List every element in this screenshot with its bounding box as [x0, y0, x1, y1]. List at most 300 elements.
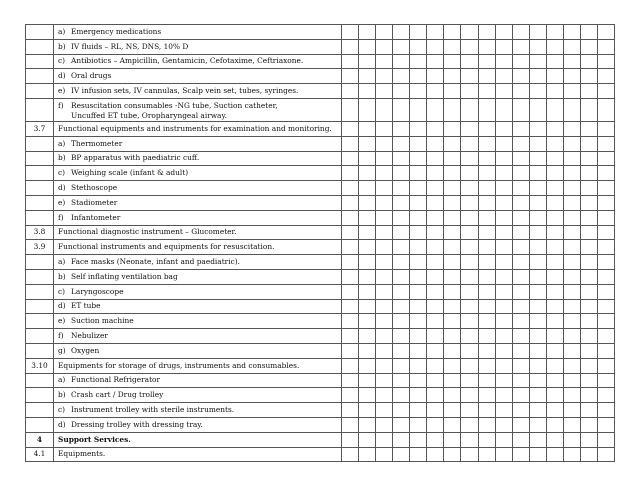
check-cell[interactable] — [529, 373, 546, 388]
check-cell[interactable] — [512, 329, 529, 344]
check-cell[interactable] — [478, 255, 495, 270]
check-cell[interactable] — [563, 284, 580, 299]
check-cell[interactable] — [563, 84, 580, 99]
check-cell[interactable] — [546, 84, 563, 99]
check-cell[interactable] — [512, 98, 529, 121]
check-cell[interactable] — [563, 314, 580, 329]
check-cell[interactable] — [427, 166, 444, 181]
check-cell[interactable] — [495, 358, 512, 373]
check-cell[interactable] — [580, 69, 597, 84]
check-cell[interactable] — [376, 181, 393, 196]
check-cell[interactable] — [461, 403, 478, 418]
check-cell[interactable] — [580, 39, 597, 54]
check-cell[interactable] — [342, 54, 359, 69]
check-cell[interactable] — [512, 136, 529, 151]
check-cell[interactable] — [359, 432, 376, 447]
check-cell[interactable] — [495, 151, 512, 166]
check-cell[interactable] — [563, 403, 580, 418]
check-cell[interactable] — [410, 447, 427, 462]
check-cell[interactable] — [580, 54, 597, 69]
check-cell[interactable] — [529, 299, 546, 314]
check-cell[interactable] — [393, 329, 410, 344]
check-cell[interactable] — [478, 210, 495, 225]
check-cell[interactable] — [597, 373, 614, 388]
check-cell[interactable] — [529, 284, 546, 299]
check-cell[interactable] — [580, 373, 597, 388]
check-cell[interactable] — [580, 136, 597, 151]
check-cell[interactable] — [580, 84, 597, 99]
check-cell[interactable] — [359, 329, 376, 344]
check-cell[interactable] — [580, 299, 597, 314]
check-cell[interactable] — [512, 255, 529, 270]
check-cell[interactable] — [478, 54, 495, 69]
check-cell[interactable] — [563, 373, 580, 388]
check-cell[interactable] — [512, 181, 529, 196]
check-cell[interactable] — [512, 195, 529, 210]
check-cell[interactable] — [427, 181, 444, 196]
check-cell[interactable] — [342, 151, 359, 166]
check-cell[interactable] — [546, 166, 563, 181]
check-cell[interactable] — [563, 255, 580, 270]
check-cell[interactable] — [376, 84, 393, 99]
check-cell[interactable] — [580, 98, 597, 121]
check-cell[interactable] — [529, 432, 546, 447]
check-cell[interactable] — [580, 447, 597, 462]
check-cell[interactable] — [478, 225, 495, 240]
check-cell[interactable] — [563, 299, 580, 314]
check-cell[interactable] — [427, 151, 444, 166]
check-cell[interactable] — [410, 225, 427, 240]
check-cell[interactable] — [393, 151, 410, 166]
check-cell[interactable] — [580, 417, 597, 432]
check-cell[interactable] — [393, 299, 410, 314]
check-cell[interactable] — [342, 25, 359, 40]
check-cell[interactable] — [410, 166, 427, 181]
check-cell[interactable] — [563, 388, 580, 403]
check-cell[interactable] — [597, 121, 614, 136]
check-cell[interactable] — [597, 403, 614, 418]
check-cell[interactable] — [376, 314, 393, 329]
check-cell[interactable] — [529, 255, 546, 270]
check-cell[interactable] — [478, 284, 495, 299]
check-cell[interactable] — [546, 39, 563, 54]
check-cell[interactable] — [410, 388, 427, 403]
check-cell[interactable] — [376, 255, 393, 270]
check-cell[interactable] — [563, 343, 580, 358]
check-cell[interactable] — [427, 432, 444, 447]
check-cell[interactable] — [478, 329, 495, 344]
check-cell[interactable] — [512, 39, 529, 54]
check-cell[interactable] — [376, 269, 393, 284]
check-cell[interactable] — [580, 432, 597, 447]
check-cell[interactable] — [512, 299, 529, 314]
check-cell[interactable] — [597, 314, 614, 329]
check-cell[interactable] — [376, 417, 393, 432]
check-cell[interactable] — [563, 39, 580, 54]
check-cell[interactable] — [512, 373, 529, 388]
check-cell[interactable] — [597, 84, 614, 99]
check-cell[interactable] — [444, 373, 461, 388]
check-cell[interactable] — [359, 403, 376, 418]
check-cell[interactable] — [597, 54, 614, 69]
check-cell[interactable] — [444, 447, 461, 462]
check-cell[interactable] — [444, 69, 461, 84]
check-cell[interactable] — [546, 210, 563, 225]
check-cell[interactable] — [461, 151, 478, 166]
check-cell[interactable] — [376, 432, 393, 447]
check-cell[interactable] — [478, 373, 495, 388]
check-cell[interactable] — [529, 447, 546, 462]
check-cell[interactable] — [597, 255, 614, 270]
check-cell[interactable] — [478, 136, 495, 151]
check-cell[interactable] — [376, 284, 393, 299]
check-cell[interactable] — [342, 373, 359, 388]
check-cell[interactable] — [393, 269, 410, 284]
check-cell[interactable] — [427, 255, 444, 270]
check-cell[interactable] — [461, 447, 478, 462]
check-cell[interactable] — [529, 151, 546, 166]
check-cell[interactable] — [495, 329, 512, 344]
check-cell[interactable] — [427, 98, 444, 121]
check-cell[interactable] — [597, 269, 614, 284]
check-cell[interactable] — [410, 69, 427, 84]
check-cell[interactable] — [376, 121, 393, 136]
check-cell[interactable] — [410, 373, 427, 388]
check-cell[interactable] — [495, 25, 512, 40]
check-cell[interactable] — [342, 136, 359, 151]
check-cell[interactable] — [444, 432, 461, 447]
check-cell[interactable] — [546, 432, 563, 447]
check-cell[interactable] — [342, 269, 359, 284]
check-cell[interactable] — [546, 195, 563, 210]
check-cell[interactable] — [427, 84, 444, 99]
check-cell[interactable] — [410, 343, 427, 358]
check-cell[interactable] — [495, 136, 512, 151]
check-cell[interactable] — [444, 255, 461, 270]
check-cell[interactable] — [359, 417, 376, 432]
check-cell[interactable] — [512, 225, 529, 240]
check-cell[interactable] — [410, 54, 427, 69]
check-cell[interactable] — [427, 25, 444, 40]
check-cell[interactable] — [393, 98, 410, 121]
check-cell[interactable] — [529, 39, 546, 54]
check-cell[interactable] — [529, 25, 546, 40]
check-cell[interactable] — [495, 195, 512, 210]
check-cell[interactable] — [461, 329, 478, 344]
check-cell[interactable] — [546, 136, 563, 151]
check-cell[interactable] — [546, 225, 563, 240]
check-cell[interactable] — [410, 299, 427, 314]
check-cell[interactable] — [478, 39, 495, 54]
check-cell[interactable] — [529, 181, 546, 196]
check-cell[interactable] — [461, 136, 478, 151]
check-cell[interactable] — [597, 343, 614, 358]
check-cell[interactable] — [376, 447, 393, 462]
check-cell[interactable] — [580, 195, 597, 210]
check-cell[interactable] — [597, 225, 614, 240]
check-cell[interactable] — [529, 195, 546, 210]
check-cell[interactable] — [461, 69, 478, 84]
check-cell[interactable] — [410, 417, 427, 432]
check-cell[interactable] — [359, 39, 376, 54]
check-cell[interactable] — [597, 432, 614, 447]
check-cell[interactable] — [580, 240, 597, 255]
check-cell[interactable] — [478, 358, 495, 373]
check-cell[interactable] — [512, 284, 529, 299]
check-cell[interactable] — [546, 417, 563, 432]
check-cell[interactable] — [546, 403, 563, 418]
check-cell[interactable] — [410, 269, 427, 284]
check-cell[interactable] — [393, 225, 410, 240]
check-cell[interactable] — [376, 151, 393, 166]
check-cell[interactable] — [376, 225, 393, 240]
check-cell[interactable] — [342, 121, 359, 136]
check-cell[interactable] — [410, 314, 427, 329]
check-cell[interactable] — [376, 166, 393, 181]
check-cell[interactable] — [495, 84, 512, 99]
check-cell[interactable] — [563, 181, 580, 196]
check-cell[interactable] — [359, 69, 376, 84]
check-cell[interactable] — [427, 358, 444, 373]
check-cell[interactable] — [342, 284, 359, 299]
check-cell[interactable] — [512, 447, 529, 462]
check-cell[interactable] — [495, 121, 512, 136]
check-cell[interactable] — [376, 388, 393, 403]
check-cell[interactable] — [410, 25, 427, 40]
check-cell[interactable] — [444, 25, 461, 40]
check-cell[interactable] — [580, 403, 597, 418]
check-cell[interactable] — [376, 98, 393, 121]
check-cell[interactable] — [512, 166, 529, 181]
check-cell[interactable] — [376, 195, 393, 210]
check-cell[interactable] — [444, 314, 461, 329]
check-cell[interactable] — [410, 195, 427, 210]
check-cell[interactable] — [580, 25, 597, 40]
check-cell[interactable] — [461, 98, 478, 121]
check-cell[interactable] — [478, 151, 495, 166]
check-cell[interactable] — [563, 151, 580, 166]
check-cell[interactable] — [529, 269, 546, 284]
check-cell[interactable] — [495, 269, 512, 284]
check-cell[interactable] — [529, 343, 546, 358]
check-cell[interactable] — [410, 329, 427, 344]
check-cell[interactable] — [461, 181, 478, 196]
check-cell[interactable] — [529, 388, 546, 403]
check-cell[interactable] — [580, 121, 597, 136]
check-cell[interactable] — [444, 54, 461, 69]
check-cell[interactable] — [444, 225, 461, 240]
check-cell[interactable] — [359, 373, 376, 388]
check-cell[interactable] — [580, 269, 597, 284]
check-cell[interactable] — [410, 284, 427, 299]
check-cell[interactable] — [478, 432, 495, 447]
check-cell[interactable] — [512, 54, 529, 69]
check-cell[interactable] — [342, 358, 359, 373]
check-cell[interactable] — [359, 225, 376, 240]
check-cell[interactable] — [529, 136, 546, 151]
check-cell[interactable] — [359, 269, 376, 284]
check-cell[interactable] — [444, 136, 461, 151]
check-cell[interactable] — [546, 121, 563, 136]
check-cell[interactable] — [495, 284, 512, 299]
check-cell[interactable] — [546, 373, 563, 388]
check-cell[interactable] — [444, 269, 461, 284]
check-cell[interactable] — [359, 151, 376, 166]
check-cell[interactable] — [376, 373, 393, 388]
check-cell[interactable] — [580, 314, 597, 329]
check-cell[interactable] — [393, 358, 410, 373]
check-cell[interactable] — [495, 343, 512, 358]
check-cell[interactable] — [563, 69, 580, 84]
check-cell[interactable] — [495, 39, 512, 54]
check-cell[interactable] — [597, 25, 614, 40]
check-cell[interactable] — [393, 447, 410, 462]
check-cell[interactable] — [478, 417, 495, 432]
check-cell[interactable] — [495, 166, 512, 181]
check-cell[interactable] — [597, 447, 614, 462]
check-cell[interactable] — [376, 403, 393, 418]
check-cell[interactable] — [393, 136, 410, 151]
check-cell[interactable] — [597, 388, 614, 403]
check-cell[interactable] — [376, 358, 393, 373]
check-cell[interactable] — [393, 166, 410, 181]
check-cell[interactable] — [563, 269, 580, 284]
check-cell[interactable] — [495, 255, 512, 270]
check-cell[interactable] — [580, 210, 597, 225]
check-cell[interactable] — [529, 314, 546, 329]
check-cell[interactable] — [461, 210, 478, 225]
check-cell[interactable] — [359, 25, 376, 40]
check-cell[interactable] — [393, 284, 410, 299]
check-cell[interactable] — [427, 269, 444, 284]
check-cell[interactable] — [376, 343, 393, 358]
check-cell[interactable] — [512, 269, 529, 284]
check-cell[interactable] — [495, 98, 512, 121]
check-cell[interactable] — [546, 69, 563, 84]
check-cell[interactable] — [529, 358, 546, 373]
check-cell[interactable] — [342, 240, 359, 255]
check-cell[interactable] — [359, 358, 376, 373]
check-cell[interactable] — [444, 388, 461, 403]
check-cell[interactable] — [478, 269, 495, 284]
check-cell[interactable] — [444, 195, 461, 210]
check-cell[interactable] — [410, 98, 427, 121]
check-cell[interactable] — [376, 240, 393, 255]
check-cell[interactable] — [342, 329, 359, 344]
check-cell[interactable] — [597, 358, 614, 373]
check-cell[interactable] — [410, 39, 427, 54]
check-cell[interactable] — [546, 181, 563, 196]
check-cell[interactable] — [580, 255, 597, 270]
check-cell[interactable] — [529, 84, 546, 99]
check-cell[interactable] — [529, 166, 546, 181]
check-cell[interactable] — [444, 417, 461, 432]
check-cell[interactable] — [461, 284, 478, 299]
check-cell[interactable] — [359, 98, 376, 121]
check-cell[interactable] — [376, 69, 393, 84]
check-cell[interactable] — [512, 240, 529, 255]
check-cell[interactable] — [512, 343, 529, 358]
check-cell[interactable] — [359, 210, 376, 225]
check-cell[interactable] — [495, 240, 512, 255]
check-cell[interactable] — [546, 329, 563, 344]
check-cell[interactable] — [444, 39, 461, 54]
check-cell[interactable] — [427, 225, 444, 240]
check-cell[interactable] — [393, 417, 410, 432]
check-cell[interactable] — [461, 255, 478, 270]
check-cell[interactable] — [427, 240, 444, 255]
check-cell[interactable] — [597, 39, 614, 54]
check-cell[interactable] — [427, 195, 444, 210]
check-cell[interactable] — [512, 403, 529, 418]
check-cell[interactable] — [478, 84, 495, 99]
check-cell[interactable] — [478, 181, 495, 196]
check-cell[interactable] — [427, 136, 444, 151]
check-cell[interactable] — [546, 98, 563, 121]
check-cell[interactable] — [512, 388, 529, 403]
check-cell[interactable] — [563, 25, 580, 40]
check-cell[interactable] — [393, 54, 410, 69]
check-cell[interactable] — [444, 98, 461, 121]
check-cell[interactable] — [580, 388, 597, 403]
check-cell[interactable] — [342, 225, 359, 240]
check-cell[interactable] — [478, 240, 495, 255]
check-cell[interactable] — [359, 136, 376, 151]
check-cell[interactable] — [342, 299, 359, 314]
check-cell[interactable] — [410, 255, 427, 270]
check-cell[interactable] — [495, 210, 512, 225]
check-cell[interactable] — [512, 84, 529, 99]
check-cell[interactable] — [580, 284, 597, 299]
check-cell[interactable] — [563, 210, 580, 225]
check-cell[interactable] — [495, 373, 512, 388]
check-cell[interactable] — [512, 210, 529, 225]
check-cell[interactable] — [427, 39, 444, 54]
check-cell[interactable] — [529, 54, 546, 69]
check-cell[interactable] — [512, 69, 529, 84]
check-cell[interactable] — [342, 417, 359, 432]
check-cell[interactable] — [478, 314, 495, 329]
check-cell[interactable] — [461, 25, 478, 40]
check-cell[interactable] — [478, 121, 495, 136]
check-cell[interactable] — [597, 98, 614, 121]
check-cell[interactable] — [342, 343, 359, 358]
check-cell[interactable] — [461, 54, 478, 69]
check-cell[interactable] — [359, 181, 376, 196]
check-cell[interactable] — [546, 358, 563, 373]
check-cell[interactable] — [495, 447, 512, 462]
check-cell[interactable] — [597, 284, 614, 299]
check-cell[interactable] — [512, 25, 529, 40]
check-cell[interactable] — [529, 225, 546, 240]
check-cell[interactable] — [512, 314, 529, 329]
check-cell[interactable] — [478, 403, 495, 418]
check-cell[interactable] — [444, 181, 461, 196]
check-cell[interactable] — [580, 329, 597, 344]
check-cell[interactable] — [444, 358, 461, 373]
check-cell[interactable] — [461, 240, 478, 255]
check-cell[interactable] — [563, 195, 580, 210]
check-cell[interactable] — [444, 210, 461, 225]
check-cell[interactable] — [597, 240, 614, 255]
check-cell[interactable] — [410, 121, 427, 136]
check-cell[interactable] — [342, 39, 359, 54]
check-cell[interactable] — [342, 447, 359, 462]
check-cell[interactable] — [529, 329, 546, 344]
check-cell[interactable] — [393, 69, 410, 84]
check-cell[interactable] — [393, 432, 410, 447]
check-cell[interactable] — [597, 299, 614, 314]
